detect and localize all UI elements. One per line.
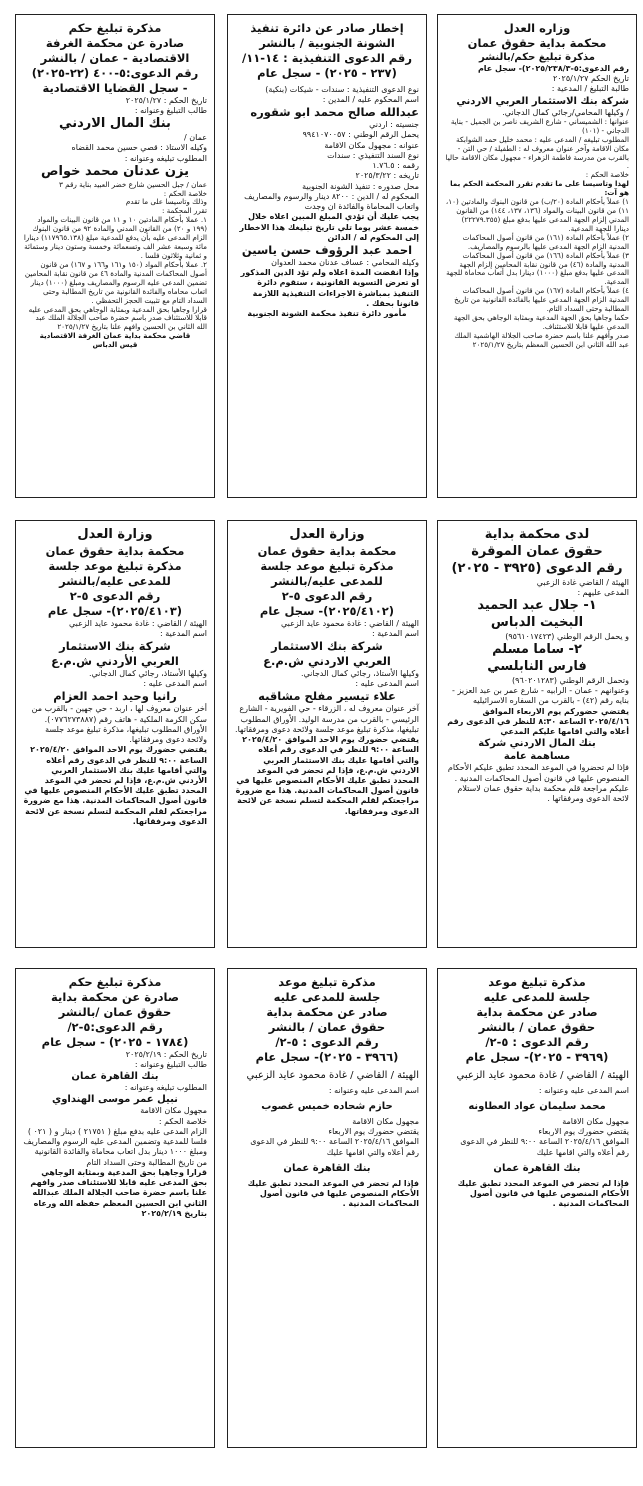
case-number-line-2: (١٧٨٤ - ٢٠٢٥) - سجل عام: [41, 1034, 189, 1049]
requester-agent: / وكيلها المحامي/رجائي كمال الدجاني.: [502, 107, 629, 117]
judgment-summary-label: خلاصة الحكم :: [158, 1116, 207, 1126]
case-number-line-2: (٢٣٧ - ٢٠٢٥) - سجل عام: [257, 65, 397, 80]
judgment-closing: صدر وأفهم علنا باسم حضرة صاحب الجلالة الهاشمية الملك عبد الله الثاني ابن الحسين المعظم بتاريخ ٢٠٢٥/١/٢٧: [454, 330, 629, 349]
defendant-name: علاء تيسير مفلح مشاقبه: [258, 689, 396, 704]
plaintiff-name: بنك القاهرة عمان: [283, 1162, 371, 1174]
judgment-text: الزام المدعى عليه بدفع مبلغ ( ٢١٧٥١ ) دينار و ( ٠٢١ ) فلسا للمدعية وتضمين المدعى عليه الرسوم والمصاريف ومبلغ ١٠٠٠ دينار بدل اتعاب محاماة والفائدة القانونية من تاريخ المطالبة وحتى السداد التام: [23, 1126, 207, 1167]
hearing-summons: يقتضي حضورك يوم الاحد الموافق ٢٠٢٥/٤/٢٠ الساعة ٩:٠٠ للنظر في الدعوى رقم أعلاه والتي أقامها عليك بنك الاستثمار العربي الاردني ش.م.ع، فإذا لم تحضر في الموعد المحدد تطبق عليك الأحكام المنصوص عليها في قانون أصول المحاكمات المدنية. هذا مع ضرورة مراجعتكم لقلم المحكمة لتسلم نسخة عن لائحة الدعوى ومرفقاتها.: [235, 735, 419, 816]
notice-hearing-amman-3969: [437, 968, 637, 1448]
case-number-line-2: (٣٩٦٦ - ٢٠٢٥)- سجل عام: [255, 1049, 399, 1064]
court-name: صادرة عن محكمة الغرفة: [45, 35, 185, 50]
panel-judge: الهيئة / القاضي / غادة محمود عايد الزعبي: [246, 1069, 419, 1081]
case-number-line-1: رقم الدعوى التنفيذية : ١٤-١١/: [242, 50, 412, 65]
case-number-line-1: رقم الدعوى:٥-٢/: [67, 1019, 163, 1034]
hearing-details: الموافق ٢٠٢٥/٤/١٦ الساعة ٩:٠٠ للنظر في الدعوى رقم أعلاه والتي اقامها عليك: [250, 1137, 419, 1157]
notice-type: مذكرة تبليغ حكم/بالنشر: [479, 51, 595, 63]
judgment-date: تاريخ الحكم ٢٠٢٥/١/٢٧: [552, 74, 629, 84]
notice-judgment-economic-chamber: [15, 14, 215, 498]
notice-heading-1: مذكرة تبليغ موعد: [278, 975, 376, 989]
case-number-line-2: (٢٠٢٥/٤١٠٢)- سجل عام: [259, 603, 395, 618]
plaintiff-name-b: مساهمة عامة: [503, 751, 571, 763]
defendants-label: المدعى عليهم :: [577, 587, 629, 597]
defendant-name: نبيل عمر موسى الهنداوي: [52, 1094, 178, 1106]
debtor-national-id: يحمل الرقم الوطني : ٩٩٤١٠٧٠٠٥٧: [302, 130, 419, 140]
defendant-name: حازم شحاده خميس غصوب: [261, 1100, 393, 1112]
defendant-2-name-b: فارس النابلسي: [487, 659, 587, 675]
case-number-line-2: (٢٠٢٥/٤١٠٣)- سجل عام: [47, 603, 183, 618]
panel-judge: الهيئة / القاضي : غادة محمود عايد الزعبي: [281, 618, 419, 628]
judgment-summary-label: خلاصة الحكم :: [585, 170, 629, 180]
plaintiff-label: اسم المدعية :: [372, 628, 419, 638]
plaintiff-agent: وكيلها الأستاذ، رجائي كمال الدجاني.: [88, 668, 207, 678]
case-number: رقم الدعوى (٣٩٢٥ - ٢٠٢٥): [451, 560, 623, 576]
defendant-1-name-b: البخيت الدباس: [490, 615, 584, 631]
department-name: الشونة الجنوبية / بالنشر: [259, 35, 395, 50]
hearing-summons: يقتضي حضورك يوم الاحد الموافق ٢٠٢٥/٤/٢٠ الساعة ٩:٠٠ للنظر في الدعوى رقم أعلاه والتي أقامها عليك بنك الاستثمار العربي الأردني ش.م.ع، فإذا لم تحضر في الموعد المحدد تطبق عليك الأحكام المنصوص عليها في قانون أصول المحاكمات المدنية. هذا مع ضرورة مراجعتكم لقلم المحكمة لتسلم نسخة عن لائحة الدعوى ومرفقاتها.: [23, 745, 207, 826]
case-number-line-2: (٣٩٦٩ - ٢٠٢٥)- سجل عام: [465, 1049, 609, 1064]
defendant-label: اسم المدعى عليه :: [355, 679, 419, 689]
requester-label: طالبة التبليغ / المدعية :: [551, 84, 629, 94]
requester-label: طالب التبليغ وعنوانه :: [134, 1059, 207, 1069]
ministry-heading: وزارة العدل: [289, 527, 365, 542]
ministry-heading: وزارة العدل: [77, 527, 153, 542]
notice-heading-1: مذكرة تبليغ موعد: [488, 975, 586, 989]
issue-place: محل صدوره : تنفيذ الشونة الجنوبية: [302, 181, 419, 191]
requester-name: بنك القاهرة عمان: [71, 1071, 159, 1083]
hearing-details: الموافق ٢٠٢٥/٤/١٦ الساعة ٩:٠٠ للنظر في الدعوى رقم أعلاه والتي اقامها عليك: [460, 1137, 629, 1157]
instrument-number: رقمه : ١.٧٦.٥: [372, 161, 419, 171]
judgment-item-2: ٢. عملا بأحكام المواد (١٥٠ و١٦١ و١٦٦ و ١٦٧) من قانون أصول المحاكمات المدنية والمادة ٤٦ من قانون نقابة المحامين تضمين المدعى عليه الرسوم والمصاريف ومبلغ (١٠٠٠) دينار اتعاب محاماه والفائدة القانونية من تاريخ المطالبة وحتى السداد التام مع تثبيت الحجز التحفظي .: [24, 259, 207, 305]
judgment-basis: وذلك وتاسيسا على ما تقدم: [125, 197, 207, 207]
payment-demand: يجب عليك أن تؤدي المبلغ المبين اعلاه خلال خمسة عشر يوما تلي تاريخ تبليغك هذا الاخطار إلى المحكوم له / الدائن: [239, 212, 419, 242]
judgment-summary-label: خلاصة الحكم :: [163, 188, 207, 198]
panel-judge: الهيئة / القاضي : غادة محمود عايد الزعبي: [69, 618, 207, 628]
case-type: نوع الدعوى التنفيذية : سندات - شيكات (بنكية): [265, 84, 419, 94]
case-number-line-1: رقم الدعوى : ٥-٢/: [485, 1034, 589, 1049]
court-name: محكمة بداية حقوق عمان: [257, 543, 397, 558]
notice-type: مذكرة تبليغ موعد جلسة: [48, 558, 182, 573]
judge-name: قيس الدباس: [92, 340, 138, 350]
instrument-date: تاريخه : ٢٠٢٥/٣/٢٢: [355, 171, 419, 181]
creditor-name: احمد عبد الرؤوف حسن ياسين: [241, 242, 413, 257]
notice-hearing-amman-3925: [437, 520, 637, 948]
plaintiff-name-b: العربي الأردني ش.م.ع: [51, 653, 179, 668]
judgment-item-1: ١) عملاً بأحكام المادة (٢٠/ب) من قانون البنوك والمادتين (١٠، ١١) من قانون البينات والمواد (١٣٦، ١٣٧، ١٤٤) من القانون المدني إلزام الجهة المدعى عليها بدفع مبلغ (٢٢٢٧٩.٣٥٥) دينارا للجهة المدعية.: [445, 197, 629, 233]
court-name-1: صادر عن محكمة بداية: [266, 1004, 388, 1019]
judgment-date: تاريخ الحكم : ٢٠٢٥/٢/١٩: [125, 1049, 207, 1059]
hearing-summons: يقتضي حضوركم يوم الاربعاء الموافق ٢٠٢٥/٤/١٦ الساعة ٨:٣٠ للنظر في الدعوى رقم أعلاه والتي اقامها عليكم المدعي: [447, 706, 629, 737]
requester-agent: وكيله الاستاذ : قصي حسين محمد القضاه: [71, 143, 207, 153]
hearing-day: يقتضي حضورك يوم الاربعاء: [328, 1127, 419, 1137]
debtor-name: عبدالله صالح محمد ابو شقوره: [250, 105, 419, 120]
documents-to-serve: الأوراق المطلوب تبليغها، مذكرة تبليغ موعد جلسة ولائحة دعوى ومرفقاتها.: [45, 724, 207, 745]
defendant-address: عمان / جبل الحسين شارع خضر العبيد بناية رقم ٣: [59, 179, 207, 189]
case-number-line-1: رقم الدعوى ٥-٢: [281, 588, 373, 603]
court-heading-1: لدى محكمة بداية: [484, 527, 590, 542]
case-number-line-1: رقم الدعوى : ٥-٢/: [275, 1034, 379, 1049]
requester-name: شركة بنك الاستثمار العربي الاردني: [456, 95, 629, 107]
court-name: محكمة بداية حقوق عمان: [45, 543, 185, 558]
defendant-2-id: وتحمل الرقم الوطني (٩٦٠٢٠١٢٨٣): [512, 675, 629, 685]
defendant-label: اسم المدعى عليه وعنوانه :: [328, 1085, 419, 1095]
case-number-line-1: رقم الدعوى ٥-٢: [69, 588, 161, 603]
absence-warning: فإذا لم تحضر في الموعد المحدد تطبق عليك الأحكام المنصوص عليها في قانون أصول المحاكمات المدنية .: [457, 1178, 629, 1209]
defendant-name: يزن عدنان محمد خواص: [41, 163, 189, 179]
requester-city: عمان /: [184, 133, 207, 143]
court-heading-2: حقوق عمان الموقرة: [471, 543, 603, 559]
court-name-2: حقوق عمان / بالنشر: [268, 1019, 386, 1034]
judgment-item-2: ٢) عملاً بأحكام المادة (١٦١) من قانون أصول المحاكمات المدنية الزام الجهة المدعى عليها بالرسوم والمصاريف.: [462, 232, 629, 251]
judgment-intro: لهذا وتاسيسا على ما تقدم تقرر المحكمة الحكم بما هو آت:: [450, 179, 629, 198]
case-number: رقم الدعوى:٥-٤٠٠ (٢٢-٢٠٢٥): [31, 65, 199, 80]
judgment-date: تاريخ الحكم : ٢٠٢٥/١/٢٧: [125, 95, 207, 105]
court-name-2: حقوق عمان / بالنشر: [478, 1019, 596, 1034]
defendant-label: اسم المدعى عليه وعنوانه :: [538, 1085, 629, 1095]
plaintiff-label: اسم المدعية :: [160, 628, 207, 638]
requester-name: بنك المال الاردني: [59, 116, 171, 132]
court-name-1: صادر عن محكمة بداية: [476, 1004, 598, 1019]
defendant-address: مجهول مكان الاقامة: [562, 1116, 629, 1126]
absence-warning: فإذا لم تحضروا في الموعد المحدد تطبق عليكم الأحكام المنصوص عليها في قانون أصول المحاكمات المدنية .: [447, 763, 629, 783]
notice-type: مذكرة تبليغ موعد جلسة: [260, 558, 394, 573]
judgment-item-3: ٣) عملاً بأحكام المادة (١٦٦) من قانون أصول المحاكمات المدنية والمادة (٤٦) من قانون نقابة المحامين إلزام الجهة المدعى عليها بدفع مبلغ (١٠٠٠) دينارا بدل أتعاب محاماة للجهة المدعية.: [446, 250, 629, 287]
defendant-address: أخر عنوان معروف لها ، اربد - حي جهين - بالقرب من سكن الكرمة الملكية - هاتف رقم (٠٧٧٦٢٧٣٨٨٧).: [31, 704, 207, 724]
defendant-name: محمد سليمان عواد العطاونه: [468, 1100, 606, 1112]
defendant-2-name-a: ٢- ساما مسلم: [492, 642, 582, 658]
hearing-day: يقتضي حضورك يوم الاربعاء: [538, 1127, 629, 1137]
debt-amount: المحكوم له / الدين : ٨٢٠٠ دينار والرسوم والمصاريف واتعاب المحاماة والفائدة ان وجدت: [244, 191, 419, 212]
notice-target: للمدعى عليه/بالنشر: [271, 573, 383, 588]
defendant-1-name-a: ١- جلال عبد الحميد: [477, 598, 597, 614]
plaintiff-name-a: شركة بنك الاستثمار: [271, 639, 383, 654]
court-name: محكمة بداية حقوق عمان: [467, 35, 607, 50]
judgment-ruling: قرارا وجاهيا بحق المدعية وبمثابة الوجاهي بحق المدعى عليه قابلا للاستئناف صدر وافهم علنا باسم حضرة صاحب الجلالة الملك عبدالله الثاني ابن الحسين المعظم حفظه الله ورعاه بتاريخ ٢٠٢٥/٢/١٩: [30, 1167, 207, 1218]
notice-target: للمدعى عليه/بالنشر: [59, 573, 171, 588]
signatory: مأمور دائرة تنفيذ محكمة الشونة الجنوبية: [247, 309, 407, 319]
court-chamber: الاقتصادية - عمان / بالنشر: [40, 50, 190, 65]
plaintiff-agent: وكيلها الأستاذ، رجائي كمال الدجاني.: [300, 668, 419, 678]
notice-heading-2: جلسة للمدعى عليه: [483, 989, 591, 1004]
instrument-type: نوع السند التنفيذي : سندات: [327, 150, 419, 160]
requester-label: طالب التبليغ وعنوانه :: [134, 105, 207, 115]
defendant-name: رانيا وحيد احمد العزام: [53, 689, 177, 704]
debtor-label: اسم المحكوم عليه / المدين :: [322, 94, 419, 104]
notice-execution-south-shuna: [227, 14, 427, 498]
judgment-ruling: قرارا وجاهيا بحق المدعية وبمثابة الوجاهي بحق المدعى عليه قابلا للاستئناف صدر باسم حضرة صاحب الجلالة الملك عبد الله الثاني بن الحسين وافهم علنا بتاريخ ٢٠٢٥/١/٢٧: [28, 304, 207, 332]
judge-title: قاضي محكمة بداية عمان الغرفة الاقتصادية: [39, 331, 191, 341]
notice-heading: إخطار صادر عن دائرة تنفيذ: [250, 21, 404, 35]
judgment-ruling: حكما وجاهيا بحق الجهة المدعية وبمثابة الوجاهي بحق الجهة المدعى عليها قابلا للاستئناف.: [453, 313, 629, 332]
panel-judge: الهيئة / القاضي غادة الزعبي: [536, 577, 629, 587]
judgment-item-4: ٤) عملاً بأحكام المادة (١٦٧) من قانون أصول المحاكمات المدنية الزام الجهة المدعى عليها بالفائدة القانونية من تاريخ المطالبة وحتى السداد التام.: [454, 286, 629, 314]
debtor-nationality: جنسيته : اردني: [369, 120, 419, 130]
notice-judgment-amman-1784: [15, 968, 215, 1448]
defendant-address: مجهول مكان الاقامة: [140, 1106, 207, 1116]
notice-hearing-amman-4103: [15, 520, 215, 948]
panel-judge: الهيئة / القاضي / غادة محمود عايد الزعبي: [456, 1069, 629, 1081]
defendant-address: آخر عنوان معروف له ، الزرقاء - حي الفويرية - الشارع الرئيسي - بالقرب من مدرسة الوليد. الأوراق المطلوب تبليغها، مذكرة تبليغ موعد جلسة ولائحة دعوى ومرفقاتها.: [235, 704, 419, 734]
case-number: رقم الدعوى:٥-٢٠٢٥/٢٣٨/٣)- سجل عام: [477, 63, 629, 73]
ministry-heading: وزاره العدل: [503, 21, 571, 35]
court-name-1: صادرة عن محكمة بداية: [51, 989, 179, 1004]
notice-heading: مذكرة تبليغ حكم: [68, 21, 162, 35]
plaintiff-name-a: شركة بنك الاستثمار: [59, 639, 171, 654]
defendant-1-id: و يحمل الرقم الوطني (٩٥٦١٠١٧٤٢٣): [505, 631, 629, 641]
requester-address: عنوانها : الشميساني - شارع الشريف ناصر بن الجميل - بناية الدجاني - (١٠١): [450, 116, 629, 135]
defendant-label: اسم المدعى عليه :: [143, 679, 207, 689]
defendant-label: المطلوب تبليغه وعنوانه :: [124, 153, 207, 163]
plaintiff-name-a: بنك المال الاردني شركة: [478, 738, 596, 750]
notice-heading-2: جلسة للمدعى عليه: [273, 989, 381, 1004]
plaintiff-name: بنك القاهرة عمان: [493, 1162, 581, 1174]
judgment-item-1: ١. عملا بأحكام المادتين ١٠ و ١١ من قانون البينات والمواد (١٩٩ و ٢٠) من القانون المدني والمادة ٩٢ من قانون البنوك الزام المدعى عليه بأن يدفع للمدعية مبلغ (١١٧٩٦٥.١٣٨) دينارا مائة وسبعة عشر الف وتسعمائة وخمسة وستون دينار وستمائة و ثمانية وثلاثون فلسا .: [23, 215, 207, 261]
debtor-address: عنوانه : مجهول مكان الاقامة: [324, 140, 419, 150]
collection-instruction: عليكم مراجعة قلم محكمة بداية حقوق عمان لاستلام لائحة الدعوى ومرفقاتها .: [457, 783, 629, 804]
notice-judgment-arab-investment-bank: [437, 14, 637, 498]
notice-heading: مذكرة تبليغ حكم: [68, 975, 162, 989]
plaintiff-name-b: العربي الاردني ش.م.ع: [263, 653, 391, 668]
defendant-label: المطلوب تبليغه وعنوانه :: [124, 1083, 207, 1093]
court-decision-label: تقرر المحكمة :: [161, 206, 207, 216]
notice-hearing-amman-3966: [227, 968, 427, 1448]
defendants-address: وعنوانهم - عمان - الرابيه - شارع عمر بن عبد العزيز - بنايه رقم (٤٢) - بالقرب من السفاره الاسرائيليه: [452, 686, 629, 706]
defendant-details: المطلوب تبليغه / المدعى عليه : محمد خليل حمد الشوابكة مكان الاقامة وآخر عنوان معروف له : الطفيلة / حي التن - بالقرب من مدرسة فاطمة الزهراء - مجهول مكان الاقامة حاليا .: [445, 134, 629, 171]
defendant-address: مجهول مكان الاقامة: [352, 1116, 419, 1126]
execution-warning: وإذا انقضت المدة اعلاه ولم تؤد الدين المذكور او تعرض التسوية القانونية ، ستقوم دائرة التنفيذ بمباشرة الاجراءات التنفيذية اللازمة قانونا بحقك .: [240, 268, 419, 308]
case-register: - سجل القضايا الاقتصادية: [42, 80, 188, 95]
absence-warning: فإذا لم تحضر في الموعد المحدد تطبق عليك الأحكام المنصوص عليها في قانون أصول المحاكمات المدنية .: [247, 1178, 419, 1209]
court-name-2: حقوق عمان /بالنشر: [58, 1004, 172, 1019]
notice-hearing-amman-4102: [227, 520, 427, 948]
creditor-lawyer: وكيله المحامي : عساف عدنان محمد العدوان: [271, 257, 419, 267]
